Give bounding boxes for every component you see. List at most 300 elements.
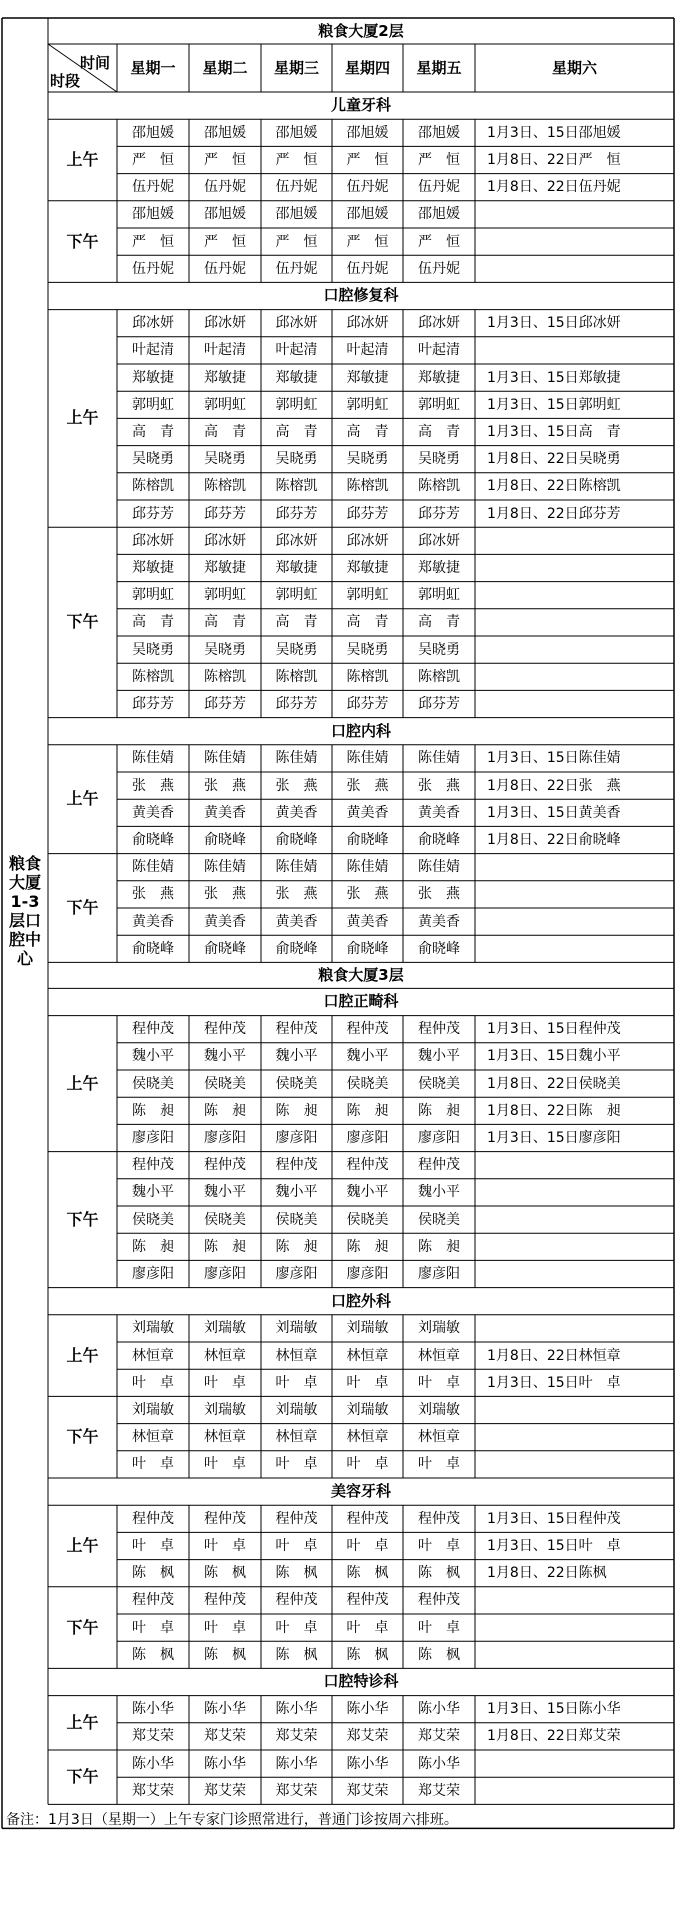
saturday-slot <box>475 1750 674 1777</box>
doctor-name: 伍丹妮 <box>132 179 174 196</box>
saturday-slot <box>475 1233 674 1260</box>
saturday-slot: 1月8日、22日伍丹妮 <box>487 179 621 196</box>
saturday-slot: 1月3日、15日郭明虹 <box>487 396 621 413</box>
doctor-name: 叶起清 <box>204 342 246 359</box>
doctor-name: 俞晓峰 <box>346 831 389 848</box>
doctor-name: 郑敏捷 <box>418 369 460 386</box>
saturday-slot: 1月3日、15日郑敏捷 <box>487 369 621 386</box>
doctor-name: 侯晓美 <box>275 1211 318 1228</box>
doctor-name: 郑艾荣 <box>275 1782 318 1799</box>
doctor-name: 陈佳婧 <box>418 750 460 767</box>
doctor-name: 张 燕 <box>346 886 389 903</box>
doctor-name: 叶 卓 <box>275 1456 318 1473</box>
doctor-name: 叶 卓 <box>132 1619 174 1636</box>
doctor-name: 程仲茂 <box>418 1592 460 1609</box>
doctor-name: 吴晓勇 <box>275 641 318 658</box>
doctor-name: 叶起清 <box>346 342 389 359</box>
doctor-name: 高 青 <box>204 423 246 440</box>
period-label: 下午 <box>66 1617 99 1637</box>
doctor-name: 俞晓峰 <box>204 831 246 848</box>
doctor-name: 吴晓勇 <box>204 451 246 468</box>
saturday-slot: 1月8日、22日陈 昶 <box>487 1102 621 1119</box>
doctor-name: 郑艾荣 <box>132 1728 174 1745</box>
doctor-name: 侯晓美 <box>132 1075 174 1092</box>
period-label: 下午 <box>66 1427 99 1447</box>
doctor-name: 吴晓勇 <box>132 641 174 658</box>
saturday-slot: 1月8日、22日林恒章 <box>487 1347 621 1364</box>
doctor-name: 郑艾荣 <box>275 1728 318 1745</box>
doctor-name: 郑艾荣 <box>204 1782 246 1799</box>
doctor-name: 陈榕凯 <box>275 478 318 495</box>
department-label-line: 1-3 <box>10 892 40 912</box>
doctor-name: 陈榕凯 <box>132 478 174 495</box>
header-day: 星期六 <box>551 58 597 77</box>
section-title: 口腔正畸科 <box>323 992 399 1011</box>
doctor-name: 伍丹妮 <box>132 260 174 277</box>
section-title: 口腔内科 <box>330 721 391 740</box>
doctor-name: 俞晓峰 <box>418 831 460 848</box>
doctor-name: 黄美香 <box>346 804 389 821</box>
doctor-name: 叶起清 <box>132 342 174 359</box>
saturday-slot: 1月3日、15日邵旭媛 <box>487 124 621 141</box>
doctor-name: 程仲茂 <box>275 1510 318 1527</box>
doctor-name: 程仲茂 <box>204 1510 246 1527</box>
doctor-name: 林恒章 <box>275 1429 318 1446</box>
doctor-name: 叶 卓 <box>346 1456 389 1473</box>
doctor-name: 侯晓美 <box>275 1075 318 1092</box>
doctor-name: 高 青 <box>418 614 460 631</box>
doctor-name: 邵旭媛 <box>275 124 318 141</box>
doctor-name: 陈榕凯 <box>418 478 460 495</box>
doctor-name: 陈小华 <box>132 1701 174 1718</box>
doctor-name: 廖彦阳 <box>275 1265 318 1282</box>
doctor-name: 陈 昶 <box>275 1238 318 1255</box>
doctor-name: 黄美香 <box>346 913 389 930</box>
doctor-name: 高 青 <box>132 423 174 440</box>
header-day: 星期五 <box>416 58 462 77</box>
period-label: 上午 <box>66 789 99 809</box>
doctor-name: 叶 卓 <box>275 1537 318 1554</box>
doctor-name: 郭明虹 <box>275 396 318 413</box>
doctor-name: 黄美香 <box>275 913 318 930</box>
doctor-name: 刘瑞敏 <box>346 1320 389 1337</box>
doctor-name: 陈小华 <box>346 1755 389 1772</box>
doctor-name: 叶 卓 <box>132 1456 174 1473</box>
doctor-name: 侯晓美 <box>418 1075 460 1092</box>
section-title: 口腔外科 <box>330 1291 391 1310</box>
doctor-name: 廖彦阳 <box>418 1129 460 1146</box>
doctor-name: 叶 卓 <box>346 1619 389 1636</box>
doctor-name: 高 青 <box>204 614 246 631</box>
saturday-slot: 1月3日、15日陈佳婧 <box>487 750 621 767</box>
doctor-name: 陈佳婧 <box>418 859 460 876</box>
doctor-name: 陈 昶 <box>418 1238 460 1255</box>
doctor-name: 陈佳婧 <box>275 750 318 767</box>
doctor-name: 陈小华 <box>275 1701 318 1718</box>
doctor-name: 邵旭媛 <box>346 124 389 141</box>
doctor-name: 侯晓美 <box>204 1211 246 1228</box>
doctor-name: 廖彦阳 <box>204 1265 246 1282</box>
doctor-name: 邱芬芳 <box>204 695 246 712</box>
doctor-name: 郑艾荣 <box>418 1728 460 1745</box>
doctor-name: 邱芬芳 <box>275 505 318 522</box>
doctor-name: 严 恒 <box>418 151 460 168</box>
doctor-name: 邱芬芳 <box>132 505 174 522</box>
doctor-name: 伍丹妮 <box>204 179 246 196</box>
doctor-name: 陈榕凯 <box>204 478 246 495</box>
doctor-name: 邱冰妍 <box>132 315 174 332</box>
doctor-name: 邱冰妍 <box>346 532 389 549</box>
doctor-name: 严 恒 <box>275 151 318 168</box>
doctor-name: 叶 卓 <box>275 1619 318 1636</box>
doctor-name: 郑敏捷 <box>346 369 389 386</box>
saturday-slot <box>475 255 674 282</box>
doctor-name: 林恒章 <box>275 1347 318 1364</box>
doctor-name: 陈 昶 <box>204 1102 246 1119</box>
period-label: 下午 <box>66 1767 99 1787</box>
doctor-name: 刘瑞敏 <box>132 1320 174 1337</box>
saturday-slot <box>475 854 674 881</box>
doctor-name: 叶 卓 <box>346 1374 389 1391</box>
doctor-name: 郭明虹 <box>132 396 174 413</box>
floor-title: 粮食大厦3层 <box>318 965 404 984</box>
doctor-name: 陈小华 <box>204 1701 246 1718</box>
doctor-name: 郑敏捷 <box>418 559 460 576</box>
doctor-name: 邱冰妍 <box>132 532 174 549</box>
doctor-name: 邵旭媛 <box>418 124 460 141</box>
doctor-name: 陈榕凯 <box>132 668 174 685</box>
saturday-slot <box>475 663 674 690</box>
doctor-name: 魏小平 <box>418 1184 460 1201</box>
doctor-name: 陈 昶 <box>346 1238 389 1255</box>
saturday-slot <box>475 1424 674 1451</box>
department-label-line: 粮食 <box>8 854 41 874</box>
doctor-name: 叶起清 <box>418 342 460 359</box>
doctor-name: 邵旭媛 <box>132 124 174 141</box>
doctor-name: 程仲茂 <box>346 1510 389 1527</box>
doctor-name: 林恒章 <box>132 1429 174 1446</box>
doctor-name: 程仲茂 <box>275 1021 318 1038</box>
doctor-name: 张 燕 <box>204 886 246 903</box>
doctor-name: 张 燕 <box>346 777 389 794</box>
saturday-slot: 1月8日、22日侯晓美 <box>487 1075 621 1092</box>
saturday-slot <box>475 201 674 228</box>
period-label: 上午 <box>66 1535 99 1555</box>
doctor-name: 叶 卓 <box>204 1619 246 1636</box>
doctor-name: 叶 卓 <box>275 1374 318 1391</box>
doctor-name: 程仲茂 <box>418 1021 460 1038</box>
section-title: 儿童牙科 <box>330 96 391 115</box>
footnote: 备注：1月3日（星期一）上午专家门诊照常进行，普通门诊按周六排班。 <box>6 1812 458 1829</box>
doctor-name: 郑敏捷 <box>204 559 246 576</box>
doctor-name: 邱芬芳 <box>204 505 246 522</box>
doctor-name: 邵旭媛 <box>204 206 246 223</box>
header-day: 星期一 <box>130 58 176 77</box>
doctor-name: 程仲茂 <box>275 1157 318 1174</box>
department-label-line: 腔中 <box>8 930 41 950</box>
doctor-name: 侯晓美 <box>346 1211 389 1228</box>
doctor-name: 吴晓勇 <box>346 641 389 658</box>
doctor-name: 林恒章 <box>204 1429 246 1446</box>
doctor-name: 吴晓勇 <box>275 451 318 468</box>
saturday-slot: 1月8日、22日严 恒 <box>487 151 621 168</box>
doctor-name: 邱芬芳 <box>418 505 460 522</box>
doctor-name: 俞晓峰 <box>418 940 460 957</box>
doctor-name: 黄美香 <box>275 804 318 821</box>
doctor-name: 高 青 <box>346 614 389 631</box>
doctor-name: 郭明虹 <box>418 396 460 413</box>
doctor-name: 叶 卓 <box>346 1537 389 1554</box>
saturday-slot <box>475 1152 674 1179</box>
doctor-name: 张 燕 <box>204 777 246 794</box>
doctor-name: 黄美香 <box>132 804 174 821</box>
doctor-name: 郑敏捷 <box>132 559 174 576</box>
doctor-name: 魏小平 <box>132 1048 174 1065</box>
saturday-slot: 1月3日、15日魏小平 <box>487 1048 621 1065</box>
period-label: 下午 <box>66 897 99 917</box>
doctor-name: 张 燕 <box>275 886 318 903</box>
doctor-name: 陈 昶 <box>204 1238 246 1255</box>
doctor-name: 严 恒 <box>132 233 174 250</box>
doctor-name: 张 燕 <box>418 777 460 794</box>
doctor-name: 吴晓勇 <box>132 451 174 468</box>
doctor-name: 黄美香 <box>204 913 246 930</box>
doctor-name: 郑敏捷 <box>204 369 246 386</box>
doctor-name: 陈小华 <box>204 1755 246 1772</box>
doctor-name: 吴晓勇 <box>204 641 246 658</box>
saturday-slot: 1月8日、22日俞晓峰 <box>487 831 621 848</box>
doctor-name: 黄美香 <box>418 913 460 930</box>
saturday-slot: 1月3日、15日程仲茂 <box>487 1021 621 1038</box>
doctor-name: 邱冰妍 <box>418 315 460 332</box>
doctor-name: 程仲茂 <box>132 1510 174 1527</box>
doctor-name: 林恒章 <box>132 1347 174 1364</box>
doctor-name: 叶 卓 <box>204 1537 246 1554</box>
saturday-slot <box>475 1179 674 1206</box>
floor-title: 粮食大厦2层 <box>318 21 404 40</box>
doctor-name: 邵旭媛 <box>132 206 174 223</box>
doctor-name: 张 燕 <box>132 777 174 794</box>
doctor-name: 严 恒 <box>204 233 246 250</box>
saturday-slot <box>475 1260 674 1287</box>
doctor-name: 郑敏捷 <box>275 369 318 386</box>
saturday-slot: 1月8日、22日张 燕 <box>487 777 621 794</box>
saturday-slot: 1月3日、15日程仲茂 <box>487 1510 621 1527</box>
department-label <box>2 854 48 968</box>
doctor-name: 陈 昶 <box>275 1102 318 1119</box>
doctor-name: 黄美香 <box>132 913 174 930</box>
doctor-name: 程仲茂 <box>204 1592 246 1609</box>
doctor-name: 郭明虹 <box>204 396 246 413</box>
doctor-name: 郑艾荣 <box>346 1782 389 1799</box>
saturday-slot <box>475 1641 674 1668</box>
department-label-line: 层口 <box>8 911 41 931</box>
doctor-name: 林恒章 <box>204 1347 246 1364</box>
doctor-name: 陈佳婧 <box>346 859 389 876</box>
doctor-name: 邱芬芳 <box>346 505 389 522</box>
doctor-name: 陈 昶 <box>418 1102 460 1119</box>
saturday-slot <box>475 1614 674 1641</box>
saturday-slot: 1月3日、15日高 青 <box>487 423 621 440</box>
doctor-name: 刘瑞敏 <box>132 1401 174 1418</box>
doctor-name: 叶 卓 <box>418 1374 460 1391</box>
doctor-name: 陈小华 <box>346 1701 389 1718</box>
doctor-name: 叶起清 <box>275 342 318 359</box>
doctor-name: 陈 枫 <box>346 1646 389 1663</box>
doctor-name: 陈 枫 <box>275 1646 318 1663</box>
saturday-slot <box>475 527 674 554</box>
doctor-name: 高 青 <box>275 423 318 440</box>
doctor-name: 郑敏捷 <box>132 369 174 386</box>
doctor-name: 陈小华 <box>275 1755 318 1772</box>
saturday-slot: 1月3日、15日叶 卓 <box>487 1374 621 1391</box>
doctor-name: 魏小平 <box>418 1048 460 1065</box>
doctor-name: 高 青 <box>346 423 389 440</box>
doctor-name: 邵旭媛 <box>418 206 460 223</box>
doctor-name: 俞晓峰 <box>275 831 318 848</box>
doctor-name: 叶 卓 <box>132 1374 174 1391</box>
doctor-name: 邱芬芳 <box>418 695 460 712</box>
doctor-name: 廖彦阳 <box>204 1129 246 1146</box>
doctor-name: 廖彦阳 <box>132 1129 174 1146</box>
doctor-name: 邵旭媛 <box>346 206 389 223</box>
doctor-name: 廖彦阳 <box>418 1265 460 1282</box>
saturday-slot <box>475 337 674 364</box>
doctor-name: 邱芬芳 <box>275 695 318 712</box>
doctor-name: 陈佳婧 <box>275 859 318 876</box>
doctor-name: 严 恒 <box>418 233 460 250</box>
period-label: 上午 <box>66 1345 99 1365</box>
doctor-name: 郭明虹 <box>418 587 460 604</box>
doctor-name: 郑艾荣 <box>418 1782 460 1799</box>
doctor-name: 郑敏捷 <box>275 559 318 576</box>
saturday-slot <box>475 1396 674 1423</box>
doctor-name: 刘瑞敏 <box>275 1320 318 1337</box>
saturday-slot: 1月8日、22日吴晓勇 <box>487 451 621 468</box>
doctor-name: 郭明虹 <box>275 587 318 604</box>
doctor-name: 魏小平 <box>346 1048 389 1065</box>
saturday-slot <box>475 1451 674 1478</box>
saturday-slot: 1月8日、22日陈榕凯 <box>487 478 621 495</box>
saturday-slot <box>475 1315 674 1342</box>
doctor-name: 俞晓峰 <box>132 831 174 848</box>
saturday-slot <box>475 1206 674 1233</box>
doctor-name: 张 燕 <box>132 886 174 903</box>
saturday-slot: 1月8日、22日陈枫 <box>487 1565 607 1582</box>
doctor-name: 郭明虹 <box>204 587 246 604</box>
doctor-name: 郑艾荣 <box>204 1728 246 1745</box>
doctor-name: 侯晓美 <box>204 1075 246 1092</box>
doctor-name: 邱冰妍 <box>418 532 460 549</box>
doctor-name: 吴晓勇 <box>418 641 460 658</box>
doctor-name: 严 恒 <box>275 233 318 250</box>
doctor-name: 林恒章 <box>418 1429 460 1446</box>
period-label: 上午 <box>66 1073 99 1093</box>
saturday-slot: 1月3日、15日黄美香 <box>487 804 621 821</box>
doctor-name: 严 恒 <box>132 151 174 168</box>
period-label: 上午 <box>66 408 99 428</box>
doctor-name: 陈小华 <box>418 1701 460 1718</box>
doctor-name: 程仲茂 <box>346 1157 389 1174</box>
doctor-name: 魏小平 <box>275 1184 318 1201</box>
doctor-name: 叶 卓 <box>204 1456 246 1473</box>
header-day: 星期二 <box>202 58 248 77</box>
doctor-name: 陈 昶 <box>346 1102 389 1119</box>
doctor-name: 程仲茂 <box>418 1510 460 1527</box>
doctor-name: 伍丹妮 <box>418 260 460 277</box>
doctor-name: 邱冰妍 <box>275 532 318 549</box>
doctor-name: 叶 卓 <box>418 1456 460 1473</box>
doctor-name: 高 青 <box>132 614 174 631</box>
doctor-name: 林恒章 <box>346 1429 389 1446</box>
doctor-name: 陈佳婧 <box>204 859 246 876</box>
doctor-name: 廖彦阳 <box>346 1265 389 1282</box>
doctor-name: 邱芬芳 <box>346 695 389 712</box>
doctor-name: 邵旭媛 <box>275 206 318 223</box>
doctor-name: 俞晓峰 <box>132 940 174 957</box>
doctor-name: 刘瑞敏 <box>346 1401 389 1418</box>
saturday-slot <box>475 881 674 908</box>
doctor-name: 廖彦阳 <box>346 1129 389 1146</box>
header-corner-time: 时间 <box>80 54 111 72</box>
doctor-name: 郭明虹 <box>346 396 389 413</box>
doctor-name: 黄美香 <box>204 804 246 821</box>
period-label: 下午 <box>66 1209 99 1229</box>
doctor-name: 陈榕凯 <box>275 668 318 685</box>
period-label: 上午 <box>66 1712 99 1732</box>
doctor-name: 刘瑞敏 <box>204 1320 246 1337</box>
saturday-slot: 1月3日、15日邱冰妍 <box>487 315 621 332</box>
doctor-name: 陈佳婧 <box>132 750 174 767</box>
doctor-name: 叶 卓 <box>132 1537 174 1554</box>
doctor-name: 高 青 <box>418 423 460 440</box>
doctor-name: 程仲茂 <box>418 1157 460 1174</box>
doctor-name: 严 恒 <box>346 233 389 250</box>
header-day: 星期四 <box>344 58 390 77</box>
doctor-name: 程仲茂 <box>346 1021 389 1038</box>
doctor-name: 侯晓美 <box>418 1211 460 1228</box>
doctor-name: 程仲茂 <box>204 1021 246 1038</box>
doctor-name: 邱冰妍 <box>346 315 389 332</box>
period-label: 下午 <box>66 612 99 632</box>
doctor-name: 叶 卓 <box>418 1537 460 1554</box>
doctor-name: 魏小平 <box>204 1184 246 1201</box>
doctor-name: 陈佳婧 <box>204 750 246 767</box>
doctor-name: 伍丹妮 <box>418 179 460 196</box>
doctor-name: 伍丹妮 <box>275 260 318 277</box>
doctor-name: 陈 昶 <box>132 1102 174 1119</box>
saturday-slot <box>475 609 674 636</box>
doctor-name: 伍丹妮 <box>204 260 246 277</box>
doctor-name: 郭明虹 <box>132 587 174 604</box>
doctor-name: 严 恒 <box>346 151 389 168</box>
doctor-name: 郑敏捷 <box>346 559 389 576</box>
doctor-name: 魏小平 <box>346 1184 389 1201</box>
doctor-name: 廖彦阳 <box>132 1265 174 1282</box>
doctor-name: 俞晓峰 <box>346 940 389 957</box>
doctor-name: 程仲茂 <box>275 1592 318 1609</box>
doctor-name: 陈 枫 <box>204 1646 246 1663</box>
saturday-slot: 1月3日、15日叶 卓 <box>487 1537 621 1554</box>
doctor-name: 陈佳婧 <box>346 750 389 767</box>
period-label: 上午 <box>66 149 99 169</box>
doctor-name: 魏小平 <box>204 1048 246 1065</box>
doctor-name: 邱冰妍 <box>275 315 318 332</box>
saturday-slot <box>475 690 674 717</box>
section-title: 口腔特诊科 <box>323 1672 399 1691</box>
doctor-name: 伍丹妮 <box>275 179 318 196</box>
doctor-name: 廖彦阳 <box>275 1129 318 1146</box>
